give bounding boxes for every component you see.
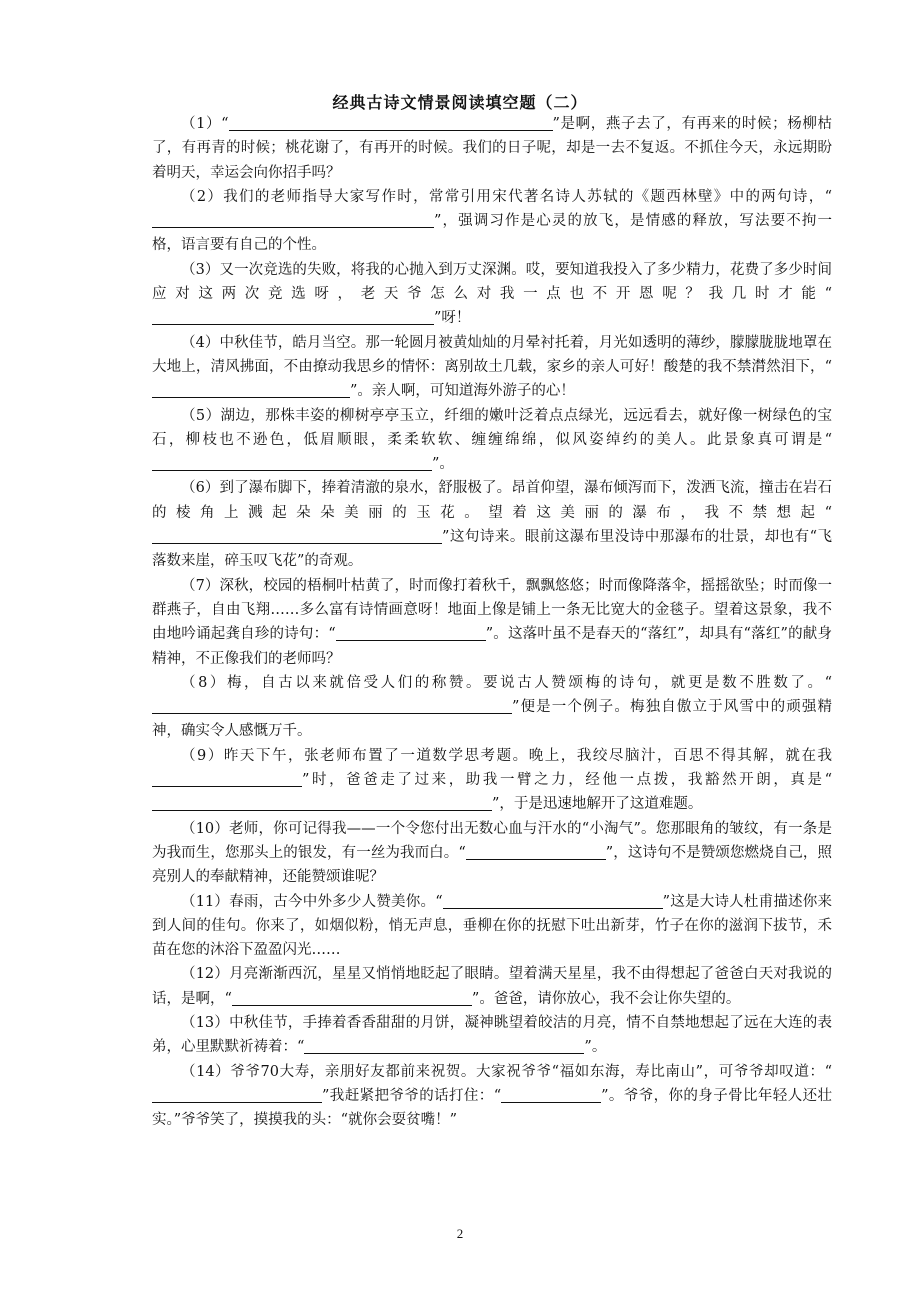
question-6: （6）到了瀑布脚下，捧着清澈的泉水，舒服极了。昂首仰望，瀑布倾泻而下，泼洒飞流，撞击在岩石的棱角上溅起朵朵美丽的玉花。望着这美丽的瀑布，我不禁想起“”这句诗来。眼前这瀑布里没诗中那瀑布的壮景，却也有“飞落数来崖，碎玉叹飞花”的奇观。	[152, 480, 832, 570]
answer-blank[interactable]	[501, 1087, 601, 1103]
answer-blank[interactable]	[152, 456, 432, 472]
answer-blank[interactable]	[229, 116, 553, 132]
answer-blank[interactable]	[152, 213, 434, 229]
question-4: （4）中秋佳节，皓月当空。那一轮圆月被黄灿灿的月晕衬托着，月光如透明的薄纱，朦朦胧胧地罩在大地上，清风拂面，不由撩动我思乡的情怀：离别故土几载，家乡的亲人可好！酸楚的我不禁潸然泪下，“”。亲人啊，可知道海外游子的心！	[152, 334, 832, 400]
page-title: 经典古诗文情景阅读填空题（二）	[332, 93, 588, 112]
question-2: （2）我们的老师指导大家写作时，常常引用宋代著名诗人苏轼的《题西林壁》中的两句诗，“”，强调习作是心灵的放飞，是情感的释放，写法要不拘一格，语言要有自己的个性。	[152, 188, 832, 254]
answer-blank[interactable]	[304, 1039, 584, 1055]
question-10: （10）老师，你可记得我——一个令您付出无数心血与汗水的“小淘气”。您那眼角的皱纹，有一条是为我而生，您那头上的银发，有一丝为我而白。“ ”，这诗句不是赞颂您燃烧自己，照亮别人的奉献精神，还能赞颂谁呢？	[152, 820, 832, 886]
question-9: （9）昨天下午，张老师布置了一道数学思考题。晚上，我绞尽脑汁，百思不得其解，就在我”时，爸爸走了过来，助我一臂之力，经他一点拨，我豁然开朗，真是“”，于是迅速地解开了这道难题。	[152, 744, 832, 817]
page-number: 2	[456, 1226, 464, 1241]
answer-blank[interactable]	[152, 310, 434, 326]
question-13: （13）中秋佳节，手捧着香香甜甜的月饼，凝神眺望着皎洁的月亮，情不自禁地想起了远在大连的表弟，心里默默祈祷着：“ ”。	[152, 1014, 832, 1056]
answer-blank[interactable]	[152, 796, 492, 812]
answer-blank[interactable]	[152, 383, 350, 399]
answer-blank[interactable]	[152, 529, 442, 545]
answer-blank[interactable]	[466, 844, 606, 860]
question-3: （3）又一次竞选的失败，将我的心抛入到万丈深渊。哎，要知道我投入了多少精力，花费了多少时间应对这两次竞选呀，老天爷怎么对我一点也不开恩呢？我几时才能“”呀！	[152, 261, 832, 327]
answer-blank[interactable]	[152, 772, 302, 788]
question-1: （1）“ ”是啊，燕子去了，有再来的时候；杨柳枯了，有再青的时候；桃花谢了，有再开的时候。我们的日子呢，却是一去不复返。不抓住今天，永远期盼着明天，幸运会向你招手吗？	[152, 116, 833, 181]
question-8: （8）梅，自古以来就倍受人们的称赞。要说古人赞颂梅的诗句，就更是数不胜数了。“”便是一个例子。梅独自傲立于风雪中的顽强精神，确实令人感慨万千。	[152, 674, 832, 740]
question-list	[152, 112, 832, 1132]
answer-blank[interactable]	[152, 699, 512, 715]
answer-blank[interactable]	[443, 893, 663, 909]
answer-blank[interactable]	[336, 626, 486, 642]
question-5: （5）湖边，那株丰姿的柳树亭亭玉立，纤细的嫩叶泛着点点绿光，远远看去，就好像一树绿色的宝石，柳枝也不逊色，低眉顺眼，柔柔软软、缠缠绵绵，似风姿绰约的美人。此景象真可谓是“”。	[152, 407, 832, 473]
question-7: （7）深秋，校园的梧桐叶枯黄了，时而像打着秋千，飘飘悠悠；时而像降落伞，摇摇欲坠；时而像一群燕子，自由飞翔……多么富有诗情画意呀！地面上像是铺上一条无比宽大的金毯子。望着这景象，我不由地吟诵起龚自珍的诗句：“ ”。这落叶虽不是春天的“落红”，却具有“落红”的献身精神，不正像我们的老师吗？	[152, 577, 832, 667]
answer-blank[interactable]	[152, 1087, 322, 1103]
question-11: （11）春雨，古今中外多少人赞美你。“ ”这是大诗人杜甫描述你来到人间的佳句。你来了，如烟似粉，悄无声息，垂柳在你的抚慰下吐出新芽，竹子在你的滋润下拔节，禾苗在您的沐浴下盈盈闪光……	[152, 893, 832, 959]
answer-blank[interactable]	[232, 990, 472, 1006]
question-12: （12）月亮渐渐西沉，星星又悄悄地眨起了眼睛。望着满天星星，我不由得想起了爸爸白天对我说的话，是啊，“ ”。爸爸，请你放心，我不会让你失望的。	[152, 966, 832, 1007]
question-14: （14）爷爷70大寿，亲朋好友都前来祝贺。大家祝爷爷“福如东海，寿比南山”，可爷爷却叹道：“”我赶紧把爷爷的话打住：“ ”。爷爷，你的身子骨比年轻人还壮实。”爷爷笑了，摸摸我的头：“就你会耍贫嘴！”	[152, 1063, 832, 1129]
